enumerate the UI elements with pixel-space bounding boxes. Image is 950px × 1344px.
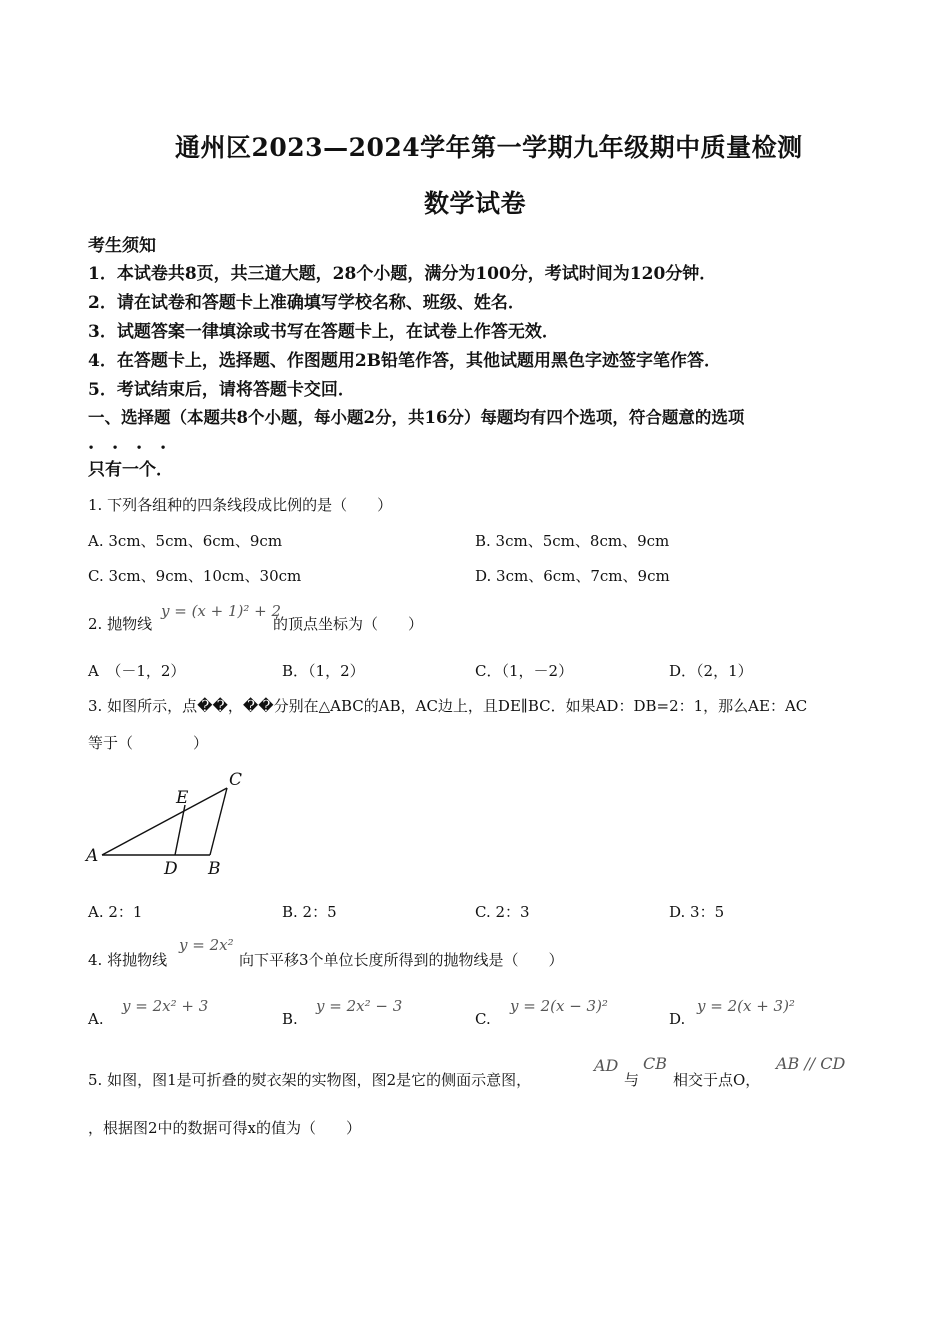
q5-formula-ad: AD xyxy=(594,1056,619,1075)
question-4-stem: 4. 将抛物线 xyxy=(88,951,168,969)
q3-option-d: D. 3：5 xyxy=(669,903,725,921)
notice-heading: 考生须知 xyxy=(88,236,156,256)
q5-mid-2: 相交于点O， xyxy=(673,1071,761,1089)
q2-option-a: A （－1，2） xyxy=(88,662,186,680)
question-1-stem: 1. 下列各组种的四条线段成比例的是（ ） xyxy=(88,496,393,514)
notice-item: 2．请在试卷和答题卡上准确填写学校名称、班级、姓名． xyxy=(88,293,525,313)
section-heading-tail: 只有一个． xyxy=(88,460,173,480)
label-D: D xyxy=(164,859,178,879)
q1-option-c: C. 3cm、9cm、10cm、30cm xyxy=(88,567,302,585)
notice-item: 1．本试卷共8页，共三道大题，28个小题，满分为100分，考试时间为120分钟． xyxy=(88,264,717,284)
q1-option-d: D. 3cm、6cm、7cm、9cm xyxy=(475,567,670,585)
q2-formula: y = (x + 1)² + 2 xyxy=(161,602,282,620)
question-3-stem: 3. 如图所示，点��，��分别在△ABC的AB，AC边上，且DE∥BC．如果AD：DB=2：1，那么AE：AC xyxy=(88,697,808,715)
label-A: A xyxy=(86,846,99,866)
q2-option-b: B．（1，2） xyxy=(282,662,365,680)
emphasis-dots: ．．．． xyxy=(88,429,194,453)
notice-item: 3．试题答案一律填涂或书写在答题卡上，在试卷上作答无效． xyxy=(88,322,559,342)
notice-item: 4．在答题卡上，选择题、作图题用2B铅笔作答，其他试题用黑色字迹签字笔作答． xyxy=(88,351,722,371)
q4-option-d-formula: y = 2(x + 3)² xyxy=(697,997,795,1015)
q1-option-b: B. 3cm、5cm、8cm、9cm xyxy=(475,532,670,550)
q1-option-a: A. 3cm、5cm、6cm、9cm xyxy=(88,532,283,550)
q5-formula-cb: CB xyxy=(643,1054,667,1073)
question-5-stem: 5. 如图，图1是可折叠的熨衣架的实物图，图2是它的侧面示意图， xyxy=(88,1071,532,1089)
q4-option-b-formula: y = 2x² − 3 xyxy=(316,997,403,1015)
q5-mid-1: 与 xyxy=(624,1071,640,1089)
question-3-stem-line2: 等于（ ） xyxy=(88,734,209,752)
q4-option-b-label: B. xyxy=(282,1010,298,1028)
q4-formula: y = 2x² xyxy=(179,936,234,954)
label-C: C xyxy=(229,770,243,790)
label-B: B xyxy=(208,859,221,879)
q4-option-c-formula: y = 2(x − 3)² xyxy=(510,997,608,1015)
question-2-stem-post: 的顶点坐标为（ ） xyxy=(273,615,424,633)
q2-option-c: C．（1，－2） xyxy=(475,662,574,680)
q3-option-a: A. 2：1 xyxy=(88,903,143,921)
q4-option-a-label: A. xyxy=(88,1010,104,1028)
q4-option-a-formula: y = 2x² + 3 xyxy=(122,997,209,1015)
q2-option-d: D．（2，1） xyxy=(669,662,753,680)
q5-formula-parallel: AB // CD xyxy=(776,1054,846,1073)
q4-option-d-label: D. xyxy=(669,1010,686,1028)
q3-option-b: B. 2：5 xyxy=(282,903,337,921)
question-2-stem: 2. 抛物线 xyxy=(88,615,153,633)
q3-option-c: C. 2：3 xyxy=(475,903,530,921)
page-title: 通州区2023—2024学年第一学期九年级期中质量检测 xyxy=(175,133,803,162)
question-5-stem-line2: ，根据图2中的数据可得x的值为（ ） xyxy=(88,1119,362,1137)
q4-option-c-label: C. xyxy=(475,1010,491,1028)
notice-item: 5．考试结束后，请将答题卡交回． xyxy=(88,380,355,400)
page-subtitle: 数学试卷 xyxy=(424,189,527,218)
label-E: E xyxy=(176,788,189,808)
question-4-stem-post: 向下平移3个单位长度所得到的抛物线是（ ） xyxy=(239,951,564,969)
triangle-figure xyxy=(80,765,260,880)
section-heading: 一、选择题（本题共8个小题，每小题2分，共16分）每题均有四个选项，符合题意的选项 xyxy=(88,408,745,427)
